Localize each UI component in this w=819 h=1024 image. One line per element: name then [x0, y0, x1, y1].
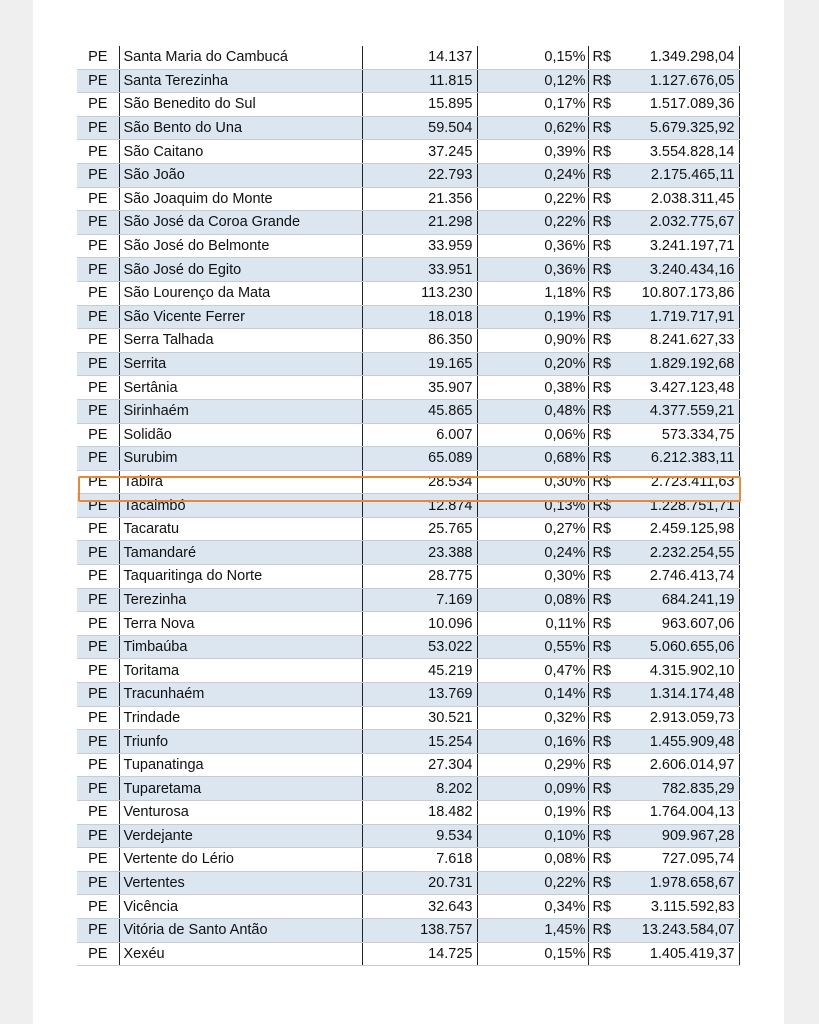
amount-cell: 2.032.775,67: [633, 211, 739, 235]
amount-cell: 4.315.902,10: [633, 659, 739, 683]
municipality-cell: São João: [119, 163, 362, 187]
municipality-cell: Verdejante: [119, 824, 362, 848]
population-cell: 33.951: [362, 258, 477, 282]
currency-cell: R$: [588, 46, 633, 69]
population-cell: 15.895: [362, 93, 477, 117]
percentage-cell: 0,62%: [477, 116, 588, 140]
percentage-cell: 1,18%: [477, 281, 588, 305]
table-row: [77, 305, 739, 329]
municipality-cell: São Caitano: [119, 140, 362, 164]
currency-cell: R$: [588, 871, 633, 895]
state-cell: PE: [77, 801, 119, 825]
table-row: [77, 329, 739, 353]
table-row: [77, 801, 739, 825]
municipality-cell: Surubim: [119, 447, 362, 471]
amount-cell: 3.427.123,48: [633, 376, 739, 400]
amount-cell: 727.095,74: [633, 848, 739, 872]
currency-cell: R$: [588, 612, 633, 636]
currency-cell: R$: [588, 517, 633, 541]
state-cell: PE: [77, 895, 119, 919]
percentage-cell: 0,20%: [477, 352, 588, 376]
amount-cell: 684.241,19: [633, 588, 739, 612]
table-row: [77, 659, 739, 683]
amount-cell: 13.243.584,07: [633, 918, 739, 942]
table-row: [77, 517, 739, 541]
population-cell: 65.089: [362, 447, 477, 471]
table-row: [77, 541, 739, 565]
spreadsheet-table-area: [77, 46, 739, 962]
percentage-cell: 0,24%: [477, 541, 588, 565]
currency-cell: R$: [588, 777, 633, 801]
municipality-cell: São Benedito do Sul: [119, 93, 362, 117]
municipality-cell: Tamandaré: [119, 541, 362, 565]
municipality-cell: Toritama: [119, 659, 362, 683]
table-row: [77, 187, 739, 211]
amount-cell: 2.038.311,45: [633, 187, 739, 211]
amount-cell: 5.679.325,92: [633, 116, 739, 140]
table-row: [77, 895, 739, 919]
population-cell: 8.202: [362, 777, 477, 801]
municipality-cell: Taquaritinga do Norte: [119, 565, 362, 589]
population-cell: 15.254: [362, 730, 477, 754]
currency-cell: R$: [588, 635, 633, 659]
amount-cell: 573.334,75: [633, 423, 739, 447]
municipality-cell: Sertânia: [119, 376, 362, 400]
percentage-cell: 0,47%: [477, 659, 588, 683]
municipality-table: [77, 46, 740, 966]
percentage-cell: 0,36%: [477, 258, 588, 282]
table-row: [77, 942, 739, 966]
currency-cell: R$: [588, 376, 633, 400]
percentage-cell: 0,30%: [477, 565, 588, 589]
population-cell: 27.304: [362, 753, 477, 777]
state-cell: PE: [77, 423, 119, 447]
currency-cell: R$: [588, 211, 633, 235]
amount-cell: 3.115.592,83: [633, 895, 739, 919]
population-cell: 6.007: [362, 423, 477, 447]
table-row: [77, 93, 739, 117]
state-cell: PE: [77, 777, 119, 801]
state-cell: PE: [77, 517, 119, 541]
percentage-cell: 0,90%: [477, 329, 588, 353]
state-cell: PE: [77, 93, 119, 117]
state-cell: PE: [77, 635, 119, 659]
table-row: [77, 612, 739, 636]
amount-cell: 6.212.383,11: [633, 447, 739, 471]
state-cell: PE: [77, 848, 119, 872]
state-cell: PE: [77, 447, 119, 471]
currency-cell: R$: [588, 69, 633, 93]
population-cell: 35.907: [362, 376, 477, 400]
state-cell: PE: [77, 211, 119, 235]
percentage-cell: 0,13%: [477, 494, 588, 518]
amount-cell: 2.232.254,55: [633, 541, 739, 565]
amount-cell: 5.060.655,06: [633, 635, 739, 659]
state-cell: PE: [77, 659, 119, 683]
percentage-cell: 0,16%: [477, 730, 588, 754]
percentage-cell: 0,15%: [477, 942, 588, 966]
currency-cell: R$: [588, 683, 633, 707]
municipality-cell: Tracunhaém: [119, 683, 362, 707]
percentage-cell: 0,12%: [477, 69, 588, 93]
amount-cell: 10.807.173,86: [633, 281, 739, 305]
currency-cell: R$: [588, 706, 633, 730]
amount-cell: 1.978.658,67: [633, 871, 739, 895]
currency-cell: R$: [588, 447, 633, 471]
municipality-cell: São José do Egito: [119, 258, 362, 282]
state-cell: PE: [77, 871, 119, 895]
amount-cell: 782.835,29: [633, 777, 739, 801]
table-row: [77, 871, 739, 895]
amount-cell: 1.349.298,04: [633, 46, 739, 69]
currency-cell: R$: [588, 801, 633, 825]
percentage-cell: 0,39%: [477, 140, 588, 164]
currency-cell: R$: [588, 140, 633, 164]
amount-cell: 2.746.413,74: [633, 565, 739, 589]
currency-cell: R$: [588, 281, 633, 305]
population-cell: 14.725: [362, 942, 477, 966]
table-row: [77, 730, 739, 754]
state-cell: PE: [77, 163, 119, 187]
percentage-cell: 0,10%: [477, 824, 588, 848]
percentage-cell: 0,24%: [477, 163, 588, 187]
state-cell: PE: [77, 753, 119, 777]
municipality-cell: Tacaratu: [119, 517, 362, 541]
municipality-cell: Solidão: [119, 423, 362, 447]
municipality-cell: Vertentes: [119, 871, 362, 895]
percentage-cell: 0,36%: [477, 234, 588, 258]
municipality-cell: Vicência: [119, 895, 362, 919]
population-cell: 25.765: [362, 517, 477, 541]
municipality-cell: Vertente do Lério: [119, 848, 362, 872]
percentage-cell: 0,48%: [477, 399, 588, 423]
population-cell: 7.618: [362, 848, 477, 872]
currency-cell: R$: [588, 116, 633, 140]
population-cell: 22.793: [362, 163, 477, 187]
state-cell: PE: [77, 116, 119, 140]
municipality-cell: Tabira: [119, 470, 362, 494]
population-cell: 45.865: [362, 399, 477, 423]
amount-cell: 8.241.627,33: [633, 329, 739, 353]
percentage-cell: 0,14%: [477, 683, 588, 707]
population-cell: 59.504: [362, 116, 477, 140]
currency-cell: R$: [588, 93, 633, 117]
percentage-cell: 0,22%: [477, 211, 588, 235]
amount-cell: 963.607,06: [633, 612, 739, 636]
state-cell: PE: [77, 683, 119, 707]
state-cell: PE: [77, 305, 119, 329]
municipality-cell: São José do Belmonte: [119, 234, 362, 258]
municipality-cell: Serrita: [119, 352, 362, 376]
percentage-cell: 0,08%: [477, 588, 588, 612]
table-row: [77, 447, 739, 471]
currency-cell: R$: [588, 541, 633, 565]
municipality-cell: São Joaquim do Monte: [119, 187, 362, 211]
state-cell: PE: [77, 470, 119, 494]
currency-cell: R$: [588, 588, 633, 612]
table-row: [77, 376, 739, 400]
amount-cell: 1.228.751,71: [633, 494, 739, 518]
population-cell: 18.018: [362, 305, 477, 329]
state-cell: PE: [77, 140, 119, 164]
state-cell: PE: [77, 352, 119, 376]
currency-cell: R$: [588, 730, 633, 754]
currency-cell: R$: [588, 423, 633, 447]
table-row: [77, 918, 739, 942]
municipality-cell: Triunfo: [119, 730, 362, 754]
population-cell: 11.815: [362, 69, 477, 93]
amount-cell: 2.723.411,63: [633, 470, 739, 494]
state-cell: PE: [77, 46, 119, 69]
table-row: [77, 494, 739, 518]
percentage-cell: 0,06%: [477, 423, 588, 447]
population-cell: 28.534: [362, 470, 477, 494]
population-cell: 21.356: [362, 187, 477, 211]
table-row: [77, 69, 739, 93]
currency-cell: R$: [588, 565, 633, 589]
municipality-cell: São Bento do Una: [119, 116, 362, 140]
table-row: [77, 824, 739, 848]
state-cell: PE: [77, 258, 119, 282]
amount-cell: 1.517.089,36: [633, 93, 739, 117]
currency-cell: R$: [588, 329, 633, 353]
table-row: [77, 588, 739, 612]
percentage-cell: 0,09%: [477, 777, 588, 801]
municipality-cell: São José da Coroa Grande: [119, 211, 362, 235]
amount-cell: 1.719.717,91: [633, 305, 739, 329]
table-row: [77, 706, 739, 730]
table-row: [77, 399, 739, 423]
percentage-cell: 0,19%: [477, 305, 588, 329]
percentage-cell: 0,27%: [477, 517, 588, 541]
population-cell: 37.245: [362, 140, 477, 164]
municipality-cell: Venturosa: [119, 801, 362, 825]
population-cell: 30.521: [362, 706, 477, 730]
population-cell: 53.022: [362, 635, 477, 659]
table-row: [77, 352, 739, 376]
table-row: [77, 565, 739, 589]
table-row: [77, 281, 739, 305]
currency-cell: R$: [588, 399, 633, 423]
state-cell: PE: [77, 942, 119, 966]
currency-cell: R$: [588, 824, 633, 848]
population-cell: 138.757: [362, 918, 477, 942]
population-cell: 45.219: [362, 659, 477, 683]
currency-cell: R$: [588, 753, 633, 777]
state-cell: PE: [77, 541, 119, 565]
percentage-cell: 0,17%: [477, 93, 588, 117]
table-row: [77, 140, 739, 164]
state-cell: PE: [77, 69, 119, 93]
population-cell: 32.643: [362, 895, 477, 919]
population-cell: 28.775: [362, 565, 477, 589]
currency-cell: R$: [588, 305, 633, 329]
table-row: [77, 258, 739, 282]
municipality-cell: Terra Nova: [119, 612, 362, 636]
population-cell: 13.769: [362, 683, 477, 707]
percentage-cell: 0,29%: [477, 753, 588, 777]
state-cell: PE: [77, 399, 119, 423]
table-row: [77, 848, 739, 872]
table-row: [77, 116, 739, 140]
state-cell: PE: [77, 234, 119, 258]
population-cell: 9.534: [362, 824, 477, 848]
municipality-cell: Santa Maria do Cambucá: [119, 46, 362, 69]
population-cell: 33.959: [362, 234, 477, 258]
amount-cell: 3.554.828,14: [633, 140, 739, 164]
table-row: [77, 46, 739, 69]
amount-cell: 1.127.676,05: [633, 69, 739, 93]
state-cell: PE: [77, 187, 119, 211]
currency-cell: R$: [588, 187, 633, 211]
population-cell: 10.096: [362, 612, 477, 636]
population-cell: 21.298: [362, 211, 477, 235]
percentage-cell: 0,15%: [477, 46, 588, 69]
state-cell: PE: [77, 918, 119, 942]
percentage-cell: 0,55%: [477, 635, 588, 659]
municipality-cell: São Lourenço da Mata: [119, 281, 362, 305]
currency-cell: R$: [588, 659, 633, 683]
state-cell: PE: [77, 588, 119, 612]
amount-cell: 1.764.004,13: [633, 801, 739, 825]
currency-cell: R$: [588, 942, 633, 966]
municipality-cell: Tacaimbó: [119, 494, 362, 518]
table-row: [77, 211, 739, 235]
municipality-cell: Tupanatinga: [119, 753, 362, 777]
municipality-cell: Trindade: [119, 706, 362, 730]
percentage-cell: 0,11%: [477, 612, 588, 636]
population-cell: 23.388: [362, 541, 477, 565]
percentage-cell: 0,22%: [477, 187, 588, 211]
municipality-cell: São Vicente Ferrer: [119, 305, 362, 329]
amount-cell: 2.913.059,73: [633, 706, 739, 730]
percentage-cell: 0,22%: [477, 871, 588, 895]
currency-cell: R$: [588, 163, 633, 187]
municipality-cell: Serra Talhada: [119, 329, 362, 353]
population-cell: 86.350: [362, 329, 477, 353]
percentage-cell: 0,30%: [477, 470, 588, 494]
currency-cell: R$: [588, 494, 633, 518]
percentage-cell: 0,68%: [477, 447, 588, 471]
population-cell: 113.230: [362, 281, 477, 305]
currency-cell: R$: [588, 895, 633, 919]
municipality-cell: Santa Terezinha: [119, 69, 362, 93]
table-row: [77, 423, 739, 447]
percentage-cell: 0,19%: [477, 801, 588, 825]
state-cell: PE: [77, 706, 119, 730]
amount-cell: 3.240.434,16: [633, 258, 739, 282]
amount-cell: 2.175.465,11: [633, 163, 739, 187]
state-cell: PE: [77, 376, 119, 400]
currency-cell: R$: [588, 258, 633, 282]
currency-cell: R$: [588, 234, 633, 258]
municipality-cell: Timbaúba: [119, 635, 362, 659]
population-cell: 12.874: [362, 494, 477, 518]
table-row: [77, 683, 739, 707]
percentage-cell: 1,45%: [477, 918, 588, 942]
population-cell: 7.169: [362, 588, 477, 612]
state-cell: PE: [77, 730, 119, 754]
state-cell: PE: [77, 612, 119, 636]
municipality-cell: Tuparetama: [119, 777, 362, 801]
municipality-cell: Sirinhaém: [119, 399, 362, 423]
population-cell: 14.137: [362, 46, 477, 69]
currency-cell: R$: [588, 470, 633, 494]
population-cell: 19.165: [362, 352, 477, 376]
amount-cell: 1.829.192,68: [633, 352, 739, 376]
percentage-cell: 0,32%: [477, 706, 588, 730]
table-row: [77, 163, 739, 187]
amount-cell: 1.405.419,37: [633, 942, 739, 966]
municipality-cell: Xexéu: [119, 942, 362, 966]
table-row: [77, 635, 739, 659]
state-cell: PE: [77, 329, 119, 353]
population-cell: 18.482: [362, 801, 477, 825]
table-row: [77, 470, 739, 494]
amount-cell: 2.459.125,98: [633, 517, 739, 541]
state-cell: PE: [77, 494, 119, 518]
table-row: [77, 777, 739, 801]
amount-cell: 2.606.014,97: [633, 753, 739, 777]
amount-cell: 4.377.559,21: [633, 399, 739, 423]
amount-cell: 3.241.197,71: [633, 234, 739, 258]
amount-cell: 1.455.909,48: [633, 730, 739, 754]
municipality-cell: Terezinha: [119, 588, 362, 612]
state-cell: PE: [77, 565, 119, 589]
currency-cell: R$: [588, 352, 633, 376]
percentage-cell: 0,08%: [477, 848, 588, 872]
percentage-cell: 0,34%: [477, 895, 588, 919]
table-row: [77, 234, 739, 258]
state-cell: PE: [77, 281, 119, 305]
currency-cell: R$: [588, 848, 633, 872]
percentage-cell: 0,38%: [477, 376, 588, 400]
state-cell: PE: [77, 824, 119, 848]
table-row: [77, 753, 739, 777]
amount-cell: 1.314.174,48: [633, 683, 739, 707]
amount-cell: 909.967,28: [633, 824, 739, 848]
population-cell: 20.731: [362, 871, 477, 895]
municipality-cell: Vitória de Santo Antão: [119, 918, 362, 942]
currency-cell: R$: [588, 918, 633, 942]
